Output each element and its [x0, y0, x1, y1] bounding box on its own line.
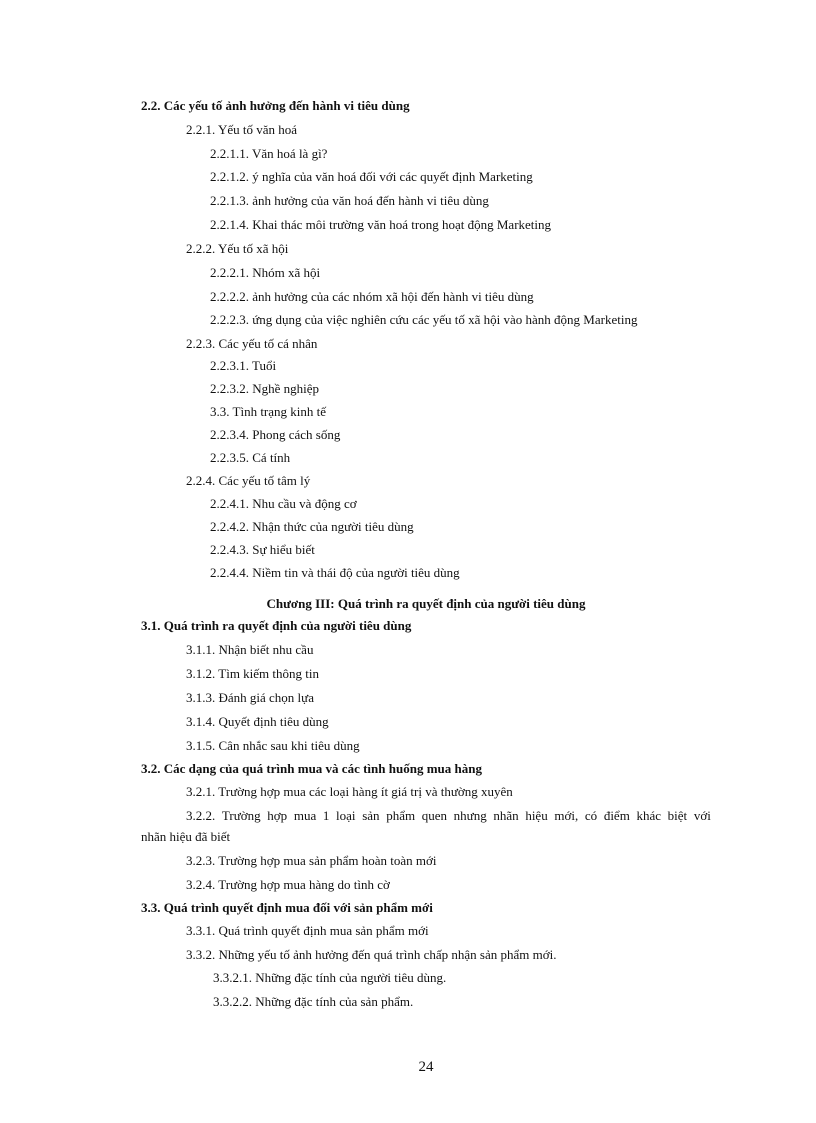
justified-word: điểm — [603, 808, 630, 823]
section-heading-3-3: 3.3. Quá trình quyết định mua đối với sản phẩm mới — [141, 900, 433, 915]
justified-word: nhưng — [453, 808, 487, 823]
toc-entry-2-2-1-2: 2.2.1.2. ý nghĩa của văn hoá đối với các quyết định Marketing — [210, 169, 533, 184]
toc-entry-3-2-2-continuation: nhãn hiệu đã biết — [141, 829, 231, 844]
justified-word: quen — [421, 808, 448, 823]
toc-entry-3-1-2: 3.1.2. Tìm kiếm thông tin — [186, 666, 320, 681]
justified-word: nhãn — [493, 808, 519, 823]
section-heading-3-1: 3.1. Quá trình ra quyết định của người tiêu dùng — [141, 618, 412, 633]
toc-entry-2-2-2: 2.2.2. Yếu tố xã hội — [186, 241, 289, 256]
toc-entry-2-2-3-1: 2.2.3.1. Tuổi — [210, 358, 277, 373]
toc-entry-2-2-4-1: 2.2.4.1. Nhu cầu và động cơ — [210, 496, 357, 511]
page-number: 24 — [418, 1059, 434, 1075]
justified-word: loại — [336, 808, 356, 823]
toc-entry-3-1-1: 3.1.1. Nhận biết nhu cầu — [186, 642, 314, 657]
toc-entry-2-2-3-5: 2.2.3.5. Cá tính — [210, 450, 291, 465]
toc-entry-2-2-2-2: 2.2.2.2. ảnh hưởng của các nhóm xã hội đến hành vi tiêu dùng — [210, 289, 534, 304]
toc-entry-3-3: 3.3. Tình trạng kinh tế — [210, 404, 327, 419]
toc-entry-2-2-1-4: 2.2.1.4. Khai thác môi trường văn hoá trong hoạt động Marketing — [210, 217, 552, 232]
justified-word: mua — [293, 808, 317, 823]
justified-word: phẩm — [386, 808, 416, 823]
justified-word: khác — [636, 808, 662, 823]
toc-entry-2-2-4: 2.2.4. Các yếu tố tâm lý — [186, 473, 311, 488]
chapter-title: Chương III: Quá trình ra quyết định của người tiêu dùng — [266, 596, 586, 611]
justified-word: có — [584, 808, 598, 823]
justified-word: hợp — [267, 808, 288, 823]
toc-entry-2-2-2-3: 2.2.2.3. ứng dụng của việc nghiên cứu các yếu tố xã hội vào hành động Marketing — [210, 312, 638, 327]
toc-entry-2-2-4-4: 2.2.4.4. Niềm tin và thái độ của người tiêu dùng — [210, 565, 460, 580]
toc-entry-2-2-1: 2.2.1. Yếu tố văn hoá — [186, 122, 298, 137]
toc-entry-3-3-2: 3.3.2. Những yếu tố ảnh hưởng đến quá trình chấp nhận sản phẩm mới. — [186, 947, 557, 962]
justified-word: với — [693, 808, 711, 823]
toc-entry-2-2-4-3: 2.2.4.3. Sự hiểu biết — [210, 542, 315, 557]
toc-entry-3-2-2 — [186, 808, 711, 824]
toc-entry-2-2-3: 2.2.3. Các yếu tố cá nhân — [186, 336, 318, 351]
toc-entry-2-2-2-1: 2.2.2.1. Nhóm xã hội — [210, 265, 321, 280]
toc-entry-2-2-1-1: 2.2.1.1. Văn hoá là gì? — [210, 146, 328, 161]
section-heading-2-2: 2.2. Các yếu tố ảnh hưởng đến hành vi tiêu dùng — [141, 98, 410, 113]
justified-word: mới, — [554, 808, 579, 823]
toc-entry-2-2-3-2: 2.2.3.2. Nghề nghiệp — [210, 381, 320, 396]
justified-word: 3.2.2. — [186, 808, 216, 823]
justified-word: biệt — [667, 808, 688, 823]
toc-entry-2-2-3-4: 2.2.3.4. Phong cách sống — [210, 427, 341, 442]
toc-entry-3-3-2-1: 3.3.2.1. Những đặc tính của người tiêu dùng. — [213, 970, 447, 985]
toc-entry-3-3-1: 3.3.1. Quá trình quyết định mua sản phẩm mới — [186, 923, 429, 938]
toc-entry-2-2-4-2: 2.2.4.2. Nhận thức của người tiêu dùng — [210, 519, 414, 534]
toc-entry-3-1-3: 3.1.3. Đánh giá chọn lựa — [186, 690, 314, 705]
toc-entry-3-2-1: 3.2.1. Trường hợp mua các loại hàng ít giá trị và thường xuyên — [186, 784, 513, 799]
toc-entry-3-2-4: 3.2.4. Trường hợp mua hàng do tình cờ — [186, 877, 390, 892]
section-heading-3-2: 3.2. Các dạng của quá trình mua và các tình huống mua hàng — [141, 761, 482, 776]
toc-entry-3-3-2-2: 3.3.2.2. Những đặc tính của sản phẩm. — [213, 994, 414, 1009]
toc-entry-3-1-4: 3.1.4. Quyết định tiêu dùng — [186, 714, 329, 729]
justified-word: sản — [362, 808, 380, 823]
toc-entry-3-1-5: 3.1.5. Cân nhắc sau khi tiêu dùng — [186, 738, 360, 753]
toc-entry-3-2-3: 3.2.3. Trường hợp mua sản phẩm hoàn toàn mới — [186, 853, 437, 868]
justified-word: hiệu — [525, 808, 548, 823]
justified-word: Trường — [221, 808, 261, 823]
justified-word: 1 — [322, 808, 330, 823]
toc-entry-2-2-1-3: 2.2.1.3. ảnh hưởng của văn hoá đến hành vi tiêu dùng — [210, 193, 489, 208]
